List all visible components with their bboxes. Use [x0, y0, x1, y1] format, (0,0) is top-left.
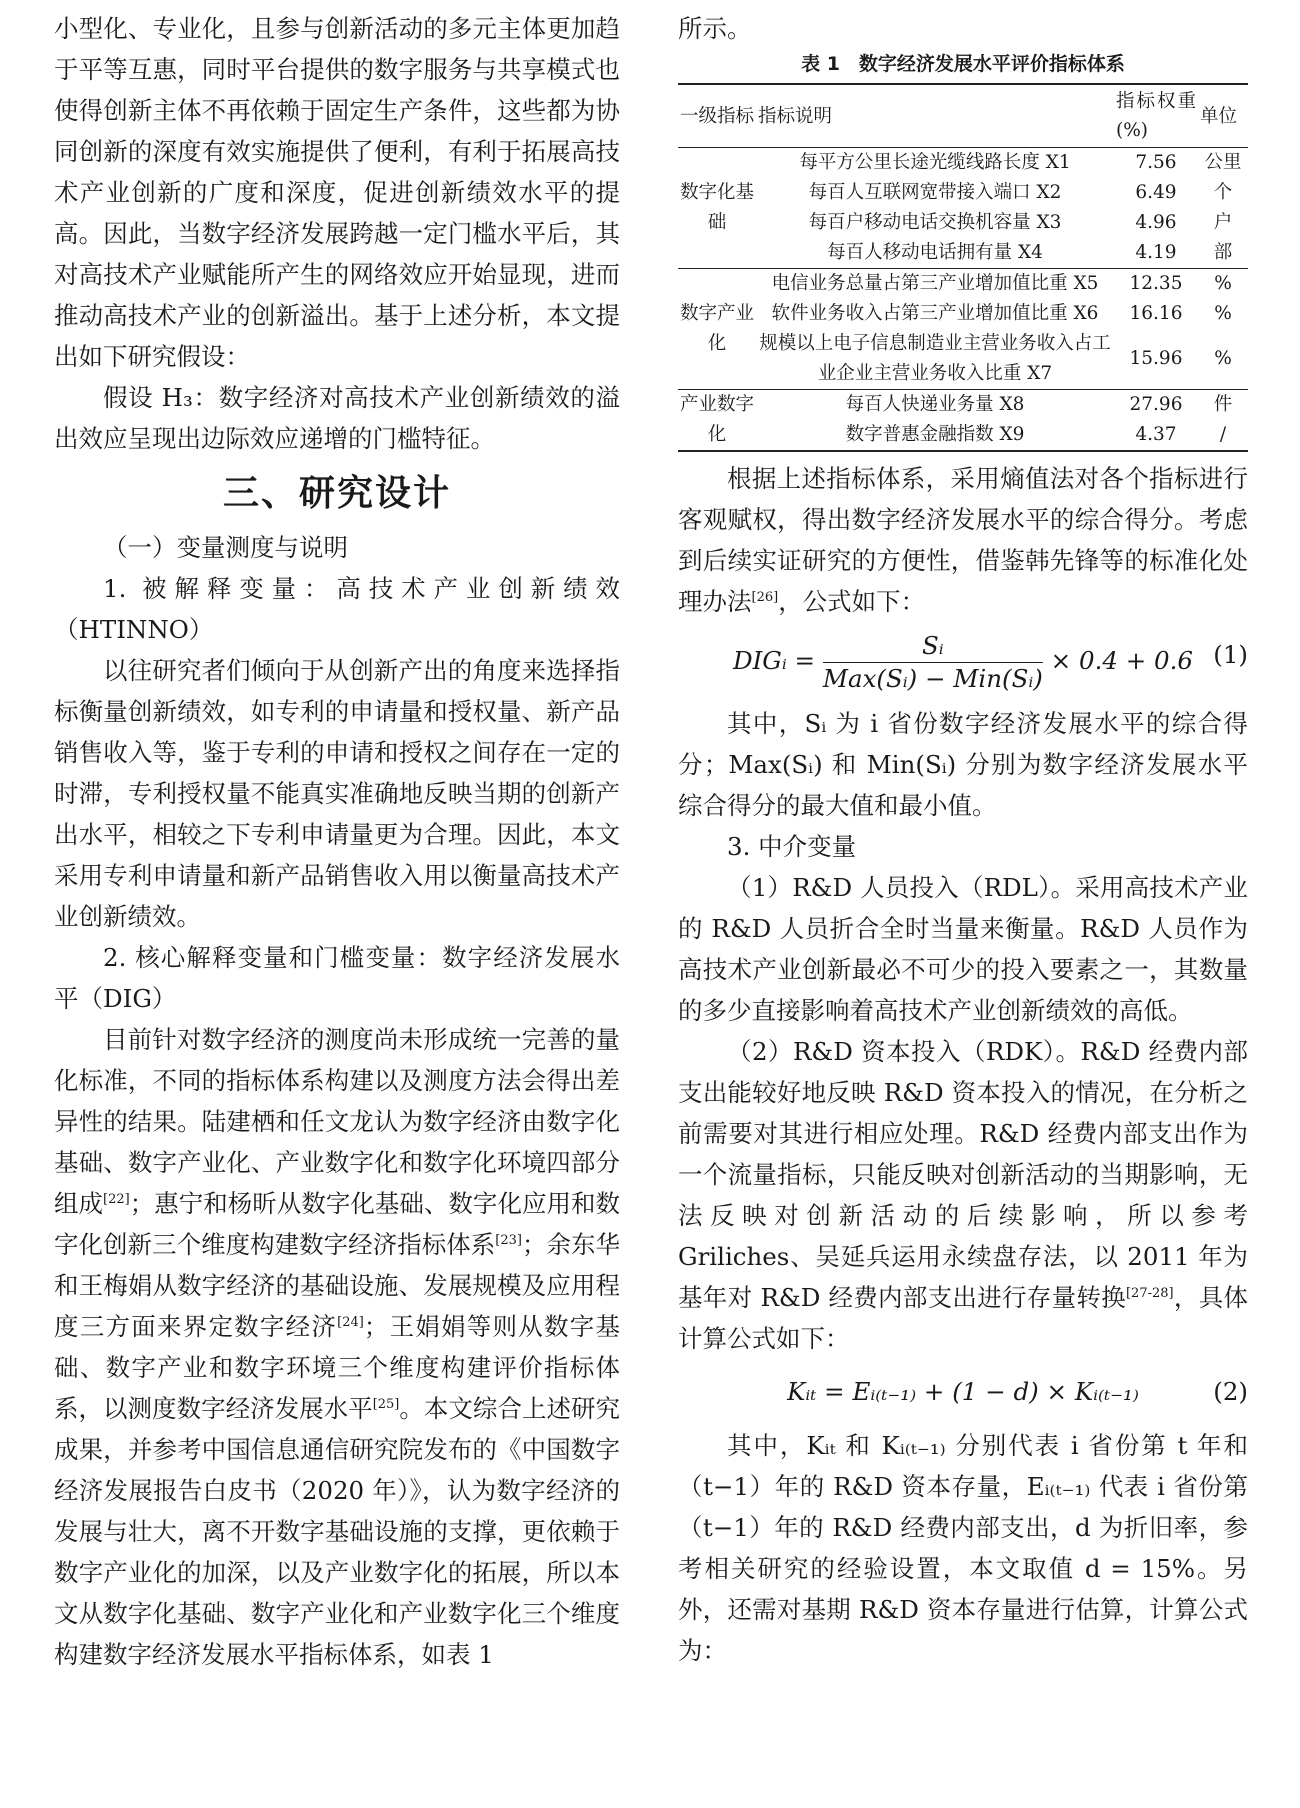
citation[interactable]: [23] [495, 1232, 522, 1248]
paragraph: 所示。 [678, 14, 752, 43]
paragraph: （2）R&D 资本投入（RDK）。R&D 经费内部支出能较好地反映 R&D 资本投入的情况，在分析之前需要对其进行相应处理。R&D 经费内部支出作为一个流量指标，只能反映对创新活动的当期影响，无法反映对创新活动的后续影响，所以参考 Griliches、吴延兵运用永续盘存法，以 2011 年为基年对 R&D 经费内部支出进行存量转换[27-28]，具体计算公式如下： [678, 1037, 1248, 1353]
desc-cell: 每百人互联网宽带接入端口 X2 [808, 182, 1062, 203]
table-row [678, 208, 1248, 238]
table-row [678, 329, 1248, 390]
formula-2 [678, 1367, 1248, 1417]
fraction-denominator: Max(Sᵢ) − Min(Sᵢ) [822, 664, 1043, 693]
paragraph: 以往研究者们倾向于从创新产出的角度来选择指标衡量创新绩效，如专利的申请量和授权量、新产品销售收入等，鉴于专利的申请和授权之间存在一定的时滞，专利授权量不能真实准确地反映当期的创新产出水平，相较之下专利申请量更为合理。因此，本文采用专利申请量和新产品销售收入用以衡量高技术产业创新绩效。 [54, 656, 620, 931]
unit-cell: % [1214, 273, 1232, 294]
formula-lhs: DIGᵢ = [732, 646, 816, 675]
category-cell: 数字产业化 [678, 269, 756, 390]
paragraph: 目前针对数字经济的测度尚未形成统一完善的量化标准，不同的指标体系构建以及测度方法会得出差异性的结果。陆建栖和任文龙认为数字经济由数字化基础、数字产业化、产业数字化和数字化环境四部分组成[22]；惠宁和杨昕从数字化基础、数字化应用和数字化创新三个维度构建数字经济指标体系[23]；余东华和王梅娟从数字经济的基础设施、发展规模及应用程度三方面来界定数字经济[24]；王娟娟等则从数字基础、数字产业和数字环境三个维度构建评价指标体系，以测度数字经济发展水平[25]。本文综合上述研究成果，并参考中国信息通信研究院发布的《中国数字经济发展报告白皮书（2020 年）》，认为数字经济的发展与壮大，离不开数字基础设施的支撑，更依赖于数字产业化的加深，以及产业数字化的拓展，所以本文从数字化基础、数字产业化和产业数字化三个维度构建数字经济发展水平指标体系，如表 1 [54, 1025, 621, 1669]
unit-cell: 部 [1198, 238, 1248, 269]
table-row [678, 238, 1248, 269]
weight-cell: 12.35 [1129, 273, 1183, 294]
weight-cell: 6.49 [1135, 182, 1177, 203]
weight-cell: 7.56 [1135, 152, 1177, 173]
formula-1 [678, 630, 1248, 695]
table-header-row [678, 84, 1248, 148]
header-cell: 指标权重(%) [1114, 84, 1198, 148]
desc-cell: 每百人移动电话拥有量 X4 [756, 238, 1114, 269]
weight-cell: 16.16 [1129, 303, 1183, 324]
equation-number: (1) [1213, 640, 1248, 669]
table-row [678, 269, 1248, 300]
fraction-numerator: Sᵢ [823, 630, 1043, 663]
indicator-table [678, 83, 1248, 452]
desc-cell: 电信业务总量占第三产业增加值比重 X5 [771, 273, 1099, 294]
table-row [678, 390, 1248, 421]
table-caption: 表 1 数字经济发展水平评价指标体系 [801, 53, 1125, 75]
citation[interactable]: [25] [372, 1396, 400, 1412]
desc-cell: 软件业务收入占第三产业增加值比重 X6 [771, 303, 1099, 324]
section-title: 三、研究设计 [222, 473, 451, 514]
item-heading: 2. 核心解释变量和门槛变量：数字经济发展水平（DIG） [54, 943, 620, 1013]
table-row [678, 299, 1248, 329]
header-cell: 一级指标 [678, 84, 756, 148]
unit-cell: % [1198, 329, 1248, 390]
subsection-heading: （一）变量测度与说明 [103, 533, 348, 562]
category-cell: 产业数字化 [680, 394, 755, 445]
table-row [678, 420, 1248, 451]
unit-cell: % [1214, 303, 1232, 324]
weight-cell: 27.96 [1129, 394, 1183, 415]
item-heading: 3. 中介变量 [727, 832, 857, 861]
paragraph: 其中，Sᵢ 为 i 省份数字经济发展水平的综合得分；Max(Sᵢ) 和 Min(Sᵢ) 分别为数字经济发展水平综合得分的最大值和最小值。 [678, 709, 1248, 820]
left-column [54, 8, 620, 1675]
unit-cell: 件 [1213, 394, 1233, 415]
hypothesis: 假设 H₃：数字经济对高技术产业创新绩效的溢出效应呈现出边际效应递增的门槛特征。 [54, 383, 620, 453]
right-column [678, 8, 1248, 1671]
paragraph: 根据上述指标体系，采用熵值法对各个指标进行客观赋权，得出数字经济发展水平的综合得分。考虑到后续实证研究的方便性，借鉴韩先锋等的标准化处理办法[26]，公式如下： [678, 464, 1248, 616]
paragraph: 其中，Kᵢₜ 和 Kᵢ₍ₜ₋₁₎ 分别代表 i 省份第 t 年和（t−1）年的 R&D 资本存量，Eᵢ₍ₜ₋₁₎ 代表 i 省份第（t−1）年的 R&D 经费内部支出，d 为折旧率，参考相关研究的经验设置，本文取值 d = 15%。另外，还需对基期 R&D 资本存量进行估算，计算公式为： [678, 1431, 1248, 1665]
citation[interactable]: [22] [103, 1191, 130, 1207]
category-cell: 数字化基础 [678, 148, 756, 269]
equation-number: (2) [1213, 1377, 1248, 1406]
weight-cell: 4.37 [1135, 424, 1177, 445]
unit-cell: 户 [1213, 212, 1233, 233]
paragraph: （1）R&D 人员投入（RDL）。采用高技术产业的 R&D 人员折合全时当量来衡量。R&D 人员作为高技术产业创新最必不可少的投入要素之一，其数量的多少直接影响着高技术产业创新绩效的高低。 [678, 873, 1248, 1025]
formula-body: Kᵢₜ = Eᵢ₍ₜ₋₁₎ + (1 − d) × Kᵢ₍ₜ₋₁₎ [787, 1377, 1139, 1406]
unit-cell: / [1219, 424, 1227, 445]
formula-fraction [823, 630, 1043, 695]
citation[interactable]: [24] [337, 1314, 364, 1330]
unit-cell: 个 [1213, 182, 1233, 203]
header-cell: 单位 [1198, 84, 1248, 148]
desc-cell: 每百人快递业务量 X8 [845, 394, 1025, 415]
citation[interactable]: [26] [751, 589, 779, 605]
table-row [678, 178, 1248, 208]
weight-cell: 4.96 [1135, 212, 1177, 233]
weight-cell: 15.96 [1114, 329, 1198, 390]
desc-cell: 规模以上电子信息制造业主营业务收入占工业企业主营业务收入比重 X7 [756, 329, 1114, 390]
weight-cell: 4.19 [1114, 238, 1198, 269]
desc-cell: 每百户移动电话交换机容量 X3 [808, 212, 1062, 233]
unit-cell: 公里 [1204, 152, 1242, 173]
formula-rhs: × 0.4 + 0.6 [1050, 646, 1194, 675]
desc-cell: 每平方公里长途光缆线路长度 X1 [799, 152, 1071, 173]
table-row [678, 148, 1248, 179]
item-heading: 1. 被解释变量：高技术产业创新绩效（HTINNO） [54, 574, 620, 644]
citation[interactable]: [27-28] [1125, 1285, 1174, 1301]
desc-cell: 数字普惠金融指数 X9 [845, 424, 1025, 445]
header-cell: 指标说明 [756, 84, 1114, 148]
paragraph: 小型化、专业化，且参与创新活动的多元主体更加趋于平等互惠，同时平台提供的数字服务与共享模式也使得创新主体不再依赖于固定生产条件，这些都为协同创新的深度有效实施提供了便利，有利于拓展高技术产业创新的广度和深度，促进创新绩效水平的提高。因此，当数字经济发展跨越一定门槛水平后，其对高技术产业赋能所产生的网络效应开始显现，进而推动高技术产业的创新溢出。基于上述分析，本文提出如下研究假设： [54, 14, 620, 371]
